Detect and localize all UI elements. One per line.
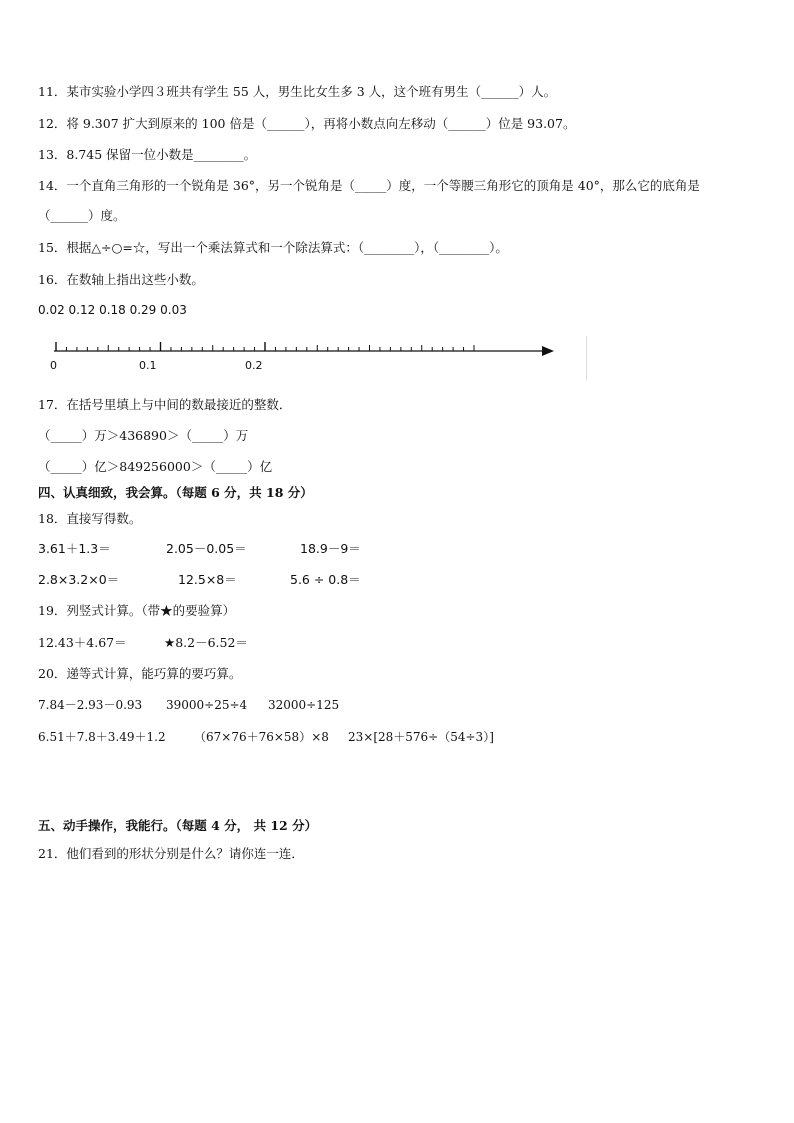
question-11: 11．某市实验小学四３班共有学生 55 人，男生比女生多 3 人，这个班有男生（______）人。	[38, 84, 557, 99]
question-14-line-1: 14．一个直角三角形的一个锐角是 36°，另一个锐角是（_____）度，一个等腰三角形它的顶角是 40°，那么它的底角是	[38, 178, 700, 193]
scan-edge-mark	[586, 336, 587, 380]
question-19: 19．列竖式计算。（带★的要验算）	[38, 603, 236, 618]
q20-row-2	[38, 729, 758, 747]
q20-row-1	[38, 697, 758, 715]
q20-expr-5: （67×76＋76×58）×8	[194, 730, 329, 744]
question-17: 17．在括号里填上与中间的数最接近的整数．	[38, 397, 292, 412]
q20-expr-1: 7.84－2.93－0.93	[38, 698, 143, 712]
q18-expr-3: 18.9－9＝	[300, 541, 361, 556]
question-16: 16．在数轴上指出这些小数。	[38, 272, 204, 287]
q18-row-2	[38, 572, 758, 590]
number-line-arrow-icon	[542, 346, 554, 356]
section-4-title: 四、认真细致，我会算。（每题 6 分，共 18 分）	[38, 485, 313, 500]
q19-expr-1: 12.43＋4.67＝	[38, 635, 127, 650]
q18-expr-1: 3.61＋1.3＝	[38, 541, 111, 556]
question-17-line-1: （_____）万＞436890＞（_____）万	[38, 428, 249, 443]
q18-expr-6: 5.6 ÷ 0.8＝	[290, 572, 361, 587]
question-14-line-2: （______）度。	[38, 208, 126, 223]
q18-expr-4: 2.8×3.2×0＝	[38, 572, 120, 587]
question-20: 20．递等式计算，能巧算的要巧算。	[38, 666, 242, 681]
question-21: 21．他们看到的形状分别是什么？请你连一连．	[38, 846, 304, 861]
question-15: 15．根据△÷○=☆，写出一个乘法算式和一个除法算式：（________），（________）。	[38, 240, 508, 255]
q18-expr-2: 2.05－0.05＝	[166, 541, 247, 556]
question-16-values: 0.02 0.12 0.18 0.29 0.03	[38, 303, 187, 317]
q18-row-1	[38, 541, 758, 559]
number-line-label-0-2: 0.2	[245, 359, 263, 372]
question-12: 12．将 9.307 扩大到原来的 100 倍是（______），再将小数点向左移动（______）位是 93.07。	[38, 116, 576, 131]
q19-expr-2: ★8.2－6.52＝	[164, 635, 248, 650]
section-5-title: 五、动手操作，我能行。（每题 4 分， 共 12 分）	[38, 818, 318, 833]
q18-expr-5: 12.5×8＝	[178, 572, 237, 587]
question-13: 13．8.745 保留一位小数是________。	[38, 147, 257, 162]
q20-expr-4: 6.51＋7.8＋3.49＋1.2	[38, 730, 166, 744]
number-line	[44, 334, 564, 374]
question-18: 18．直接写得数。	[38, 511, 142, 526]
q20-expr-3: 32000÷125	[268, 698, 340, 712]
number-line-label-0: 0	[50, 359, 57, 372]
number-line-label-0-1: 0.1	[139, 359, 157, 372]
q20-expr-6: 23×[28＋576÷（54÷3）]	[348, 730, 494, 744]
q20-expr-2: 39000÷25÷4	[166, 698, 248, 712]
q19-row	[38, 635, 758, 653]
question-17-line-2: （_____）亿＞849256000＞（_____）亿	[38, 459, 273, 474]
